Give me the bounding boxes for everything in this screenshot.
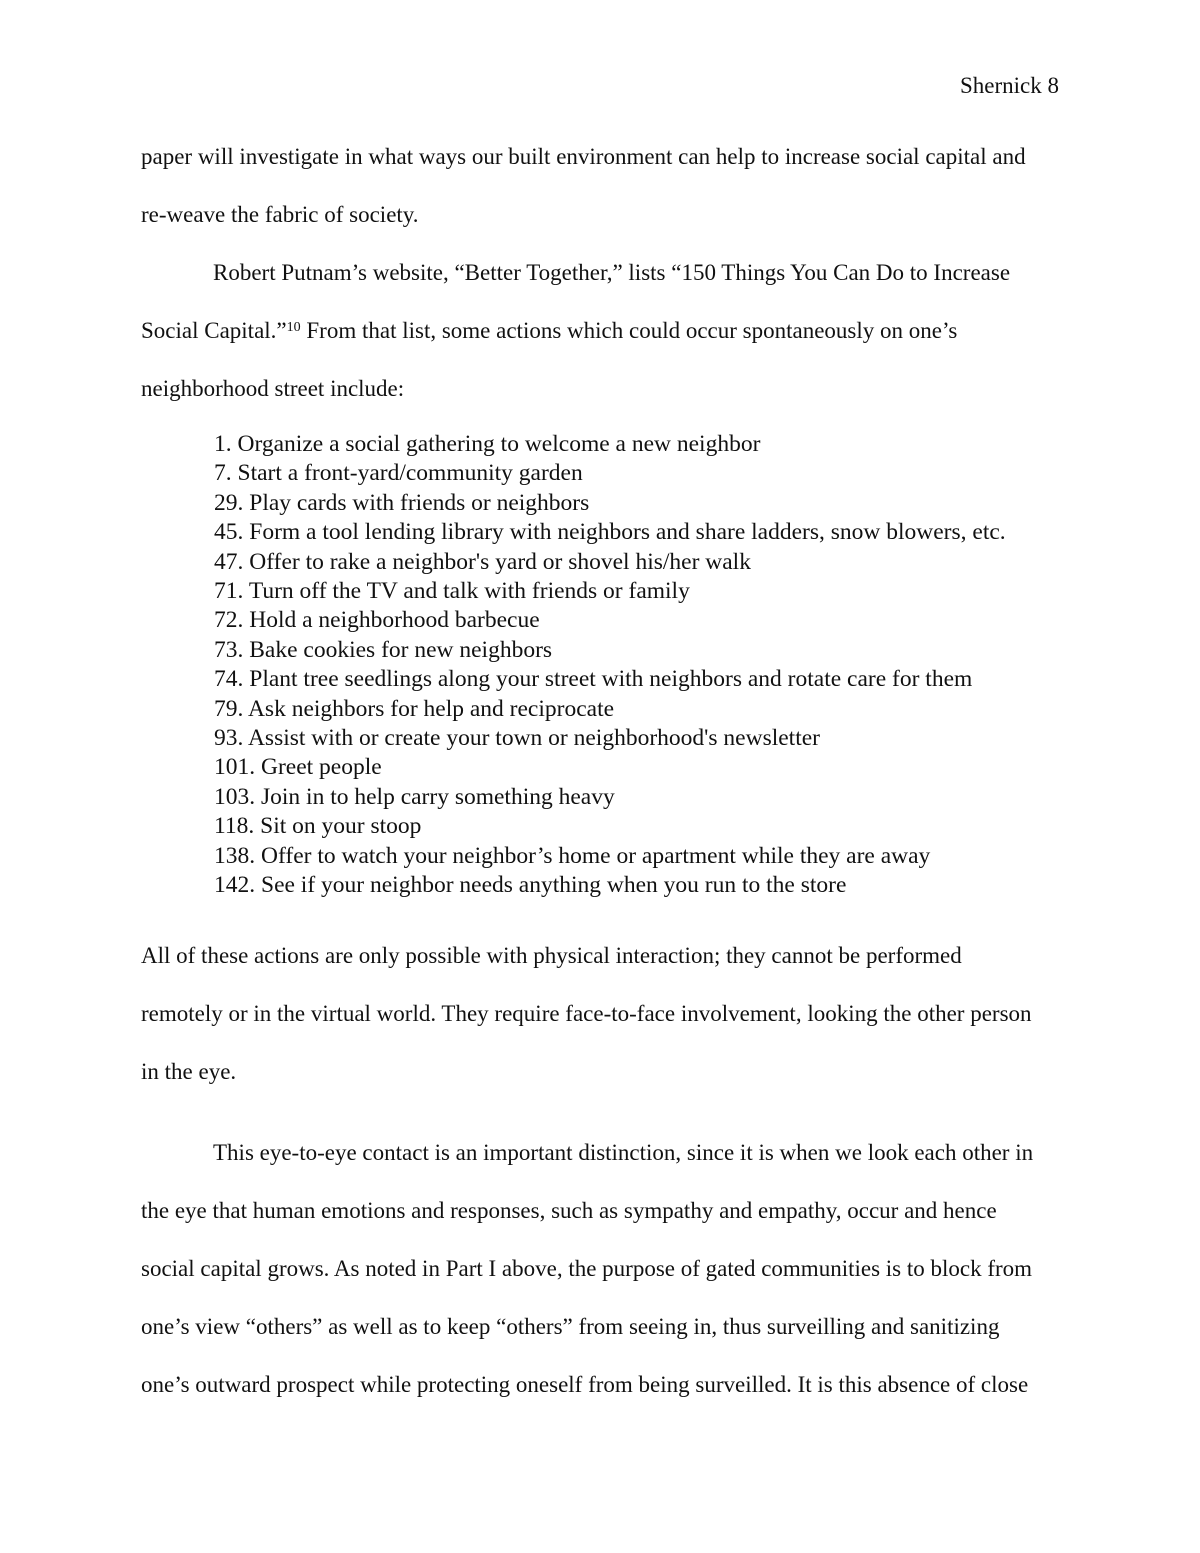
- paragraph-line: re-weave the fabric of society.: [141, 202, 419, 227]
- list-item: 74. Plant tree seedlings along your street with neighbors and rotate care for them: [214, 666, 973, 693]
- list-item: 101. Greet people: [214, 754, 382, 781]
- list-item: 71. Turn off the TV and talk with friends or family: [214, 578, 690, 605]
- paragraph-line: [141, 302, 1061, 360]
- list-item: 118. Sit on your stoop: [214, 813, 422, 840]
- paragraph-line: This eye-to-eye contact is an important distinction, since it is when we look each other in: [213, 1140, 1034, 1165]
- paragraph-line: the eye that human emotions and responses, such as sympathy and empathy, occur and hence: [141, 1198, 997, 1223]
- list-item: 138. Offer to watch your neighbor’s home or apartment while they are away: [214, 842, 931, 869]
- paragraph-line: neighborhood street include:: [141, 376, 405, 401]
- paragraph-text: From that list, some actions which could occur spontaneously on one’s: [300, 318, 958, 343]
- footnote-reference: 10: [286, 320, 301, 335]
- list-item: 45. Form a tool lending library with neighbors and share ladders, snow blowers, etc.: [214, 519, 1006, 546]
- list-item: 29. Play cards with friends or neighbors: [214, 489, 590, 516]
- paragraph-line: one’s view “others” as well as to keep “others” from seeing in, thus surveilling and sanitizing: [141, 1314, 1000, 1339]
- paragraph-line: remotely or in the virtual world. They require face-to-face involvement, looking the other person: [141, 1001, 1032, 1026]
- paragraph-3: [141, 927, 1061, 1101]
- list-item: 79. Ask neighbors for help and reciprocate: [214, 695, 615, 722]
- paragraph-line: All of these actions are only possible with physical interaction; they cannot be performed: [141, 943, 962, 968]
- list-item: 72. Hold a neighborhood barbecue: [214, 607, 540, 634]
- paragraph-line: paper will investigate in what ways our built environment can help to increase social capital and: [141, 144, 1026, 169]
- paragraph-1: [141, 128, 1061, 244]
- paragraph-line: social capital grows. As noted in Part I above, the purpose of gated communities is to block from: [141, 1256, 1033, 1281]
- list-item: 47. Offer to rake a neighbor's yard or shovel his/her walk: [214, 548, 751, 575]
- running-head: Shernick 8: [959, 73, 1059, 98]
- list-item: 103. Join in to help carry something heavy: [214, 783, 615, 810]
- paragraph-line: Robert Putnam’s website, “Better Together,” lists “150 Things You Can Do to Increase: [213, 260, 1011, 285]
- list-item: 142. See if your neighbor needs anything when you run to the store: [214, 872, 847, 899]
- paragraph-2: [141, 244, 1061, 418]
- list-item: 1. Organize a social gathering to welcome a new neighbor: [214, 431, 761, 457]
- paragraph-4: [141, 1124, 1061, 1414]
- list-item: 93. Assist with or create your town or neighborhood's newsletter: [214, 725, 820, 752]
- paragraph-line: one’s outward prospect while protecting oneself from being surveilled. It is this absence of close: [141, 1372, 1029, 1397]
- paragraph-line: in the eye.: [141, 1059, 237, 1084]
- list-item: 73. Bake cookies for new neighbors: [214, 636, 553, 663]
- paragraph-text: Social Capital.”: [141, 318, 287, 343]
- action-list: [214, 430, 1006, 901]
- list-item: 7. Start a front-yard/community garden: [214, 460, 583, 487]
